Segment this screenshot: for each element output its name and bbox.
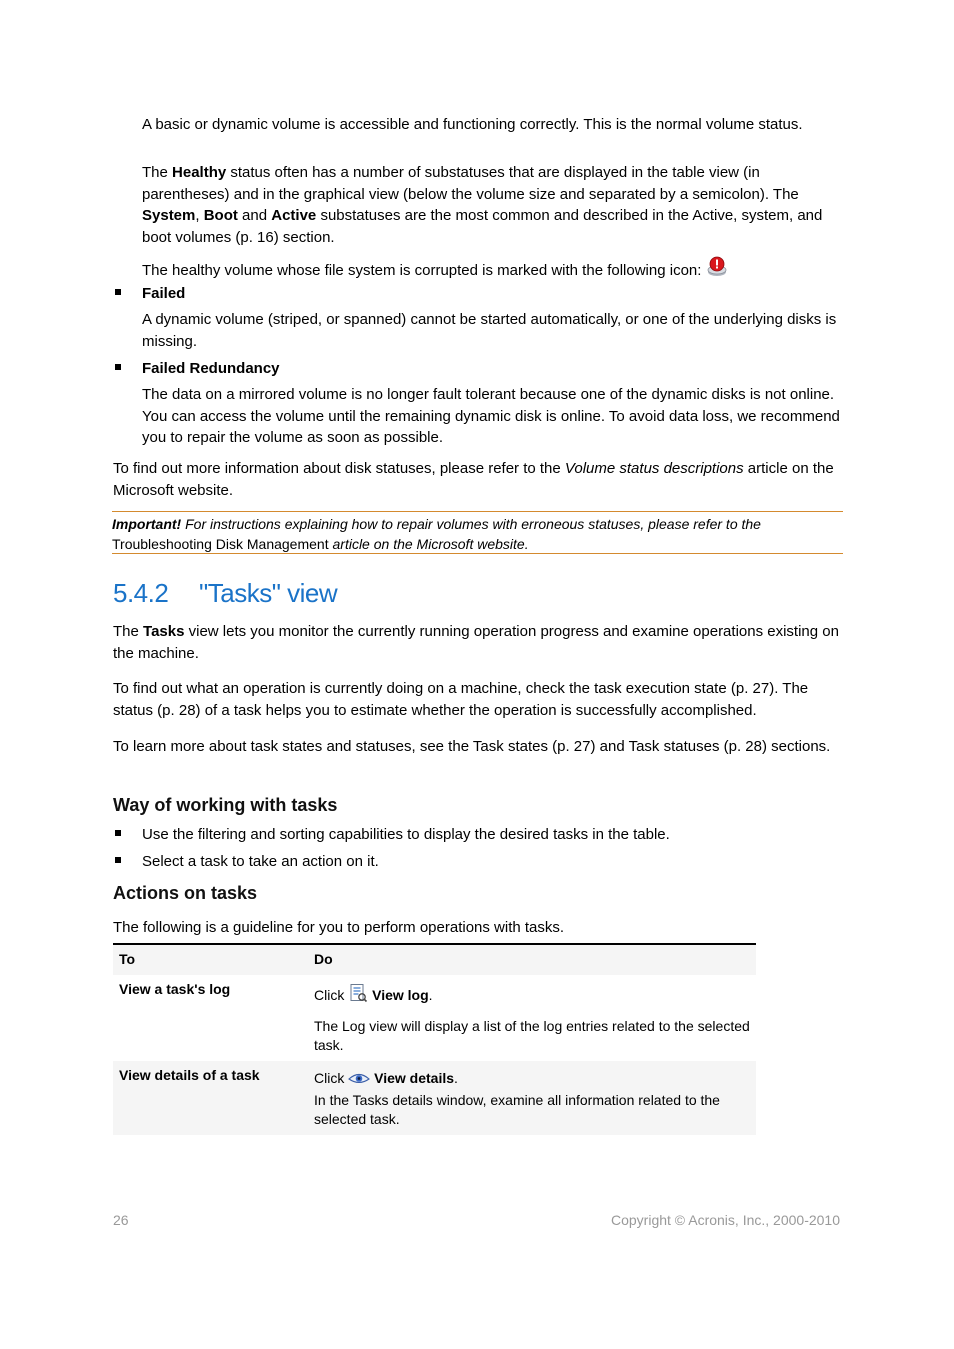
tasks-paragraph-3: To learn more about task states and statuses, see the Task states (p. 27) and Task statuses (p. 28) sections.	[113, 738, 831, 755]
bullet-way-1	[115, 830, 121, 836]
view-log-icon	[348, 983, 368, 1008]
bullet-way-2	[115, 857, 121, 863]
row-do-view-log: Click View log. The Log view will display a list of the log entries related to the selected task.	[308, 975, 756, 1061]
way-item-1: Use the filtering and sorting capabilities to display the desired tasks in the table.	[142, 826, 670, 843]
way-of-working-heading: Way of working with tasks	[113, 795, 338, 815]
failed-redundancy-description: The data on a mirrored volume is no longer fault tolerant because one of the dynamic disks is not online. You can access the volume until the remaining dynamic disk is online. To avoid data loss, we recommend you to repair the volume as soon as possible.	[142, 386, 840, 446]
section-heading	[113, 578, 337, 609]
table-row	[113, 975, 756, 1061]
view-details-eye-icon	[348, 1072, 370, 1091]
section-title: "Tasks" view	[199, 578, 338, 608]
table-row	[113, 1061, 756, 1135]
copyright: Copyright © Acronis, Inc., 2000-2010	[611, 1212, 840, 1228]
tasks-paragraph-2: To find out what an operation is currently doing on a machine, check the task execution state (p. 27). The status (p. 28) of a task helps you to estimate whether the operation is successfully accomplished.	[113, 680, 809, 719]
page-number: 26	[113, 1212, 129, 1228]
actions-intro: The following is a guideline for you to perform operations with tasks.	[113, 919, 565, 936]
actions-table	[113, 943, 756, 1135]
more-info-paragraph: To find out more information about disk statuses, please refer to the Volume status descriptions article on the Microsoft website.	[113, 460, 834, 499]
table-header-row	[113, 944, 756, 975]
column-header-to: To	[113, 944, 308, 975]
column-header-do: Do	[308, 944, 756, 975]
healthy-p1: A basic or dynamic volume is accessible and functioning correctly. This is the normal volume status.	[142, 116, 803, 133]
bullet-failed	[115, 289, 121, 295]
bullet-failed-redundancy	[115, 364, 121, 370]
tasks-intro: The Tasks view lets you monitor the currently running operation progress and examine operations existing on the machine.	[113, 623, 839, 662]
failed-description: A dynamic volume (striped, or spanned) cannot be started automatically, or one of the underlying disks is missing.	[142, 311, 837, 350]
failed-title: Failed	[142, 285, 186, 302]
corrupted-icon-paragraph: The healthy volume whose file system is corrupted is marked with the following icon:	[142, 256, 842, 285]
actions-heading: Actions on tasks	[113, 883, 258, 903]
healthy-description	[142, 114, 842, 136]
row-do-view-details: Click View details. In the Tasks details window, examine all information related to the selected task.	[308, 1061, 756, 1135]
failed-redundancy-title: Failed Redundancy	[142, 360, 280, 377]
way-item-2: Select a task to take an action on it.	[142, 853, 379, 870]
healthy-substatus-paragraph: The Healthy status often has a number of substatuses that are displayed in the table view (in parentheses) and in the graphical view (below the volume size and separated by a semicolon). The System, Boot and Active substatuses are the most common and described in the Active, system, and boot volumes (p. 16) section.	[142, 164, 823, 246]
row-to-view-details: View details of a task	[113, 1061, 308, 1135]
section-number: 5.4.2	[113, 578, 169, 608]
corrupted-volume-icon	[706, 256, 728, 285]
important-note: Important! For instructions explaining how to repair volumes with erroneous statuses, please refer to the Troubleshooting Disk Management article on the Microsoft website.	[112, 511, 843, 554]
row-to-view-log: View a task's log	[119, 981, 231, 997]
